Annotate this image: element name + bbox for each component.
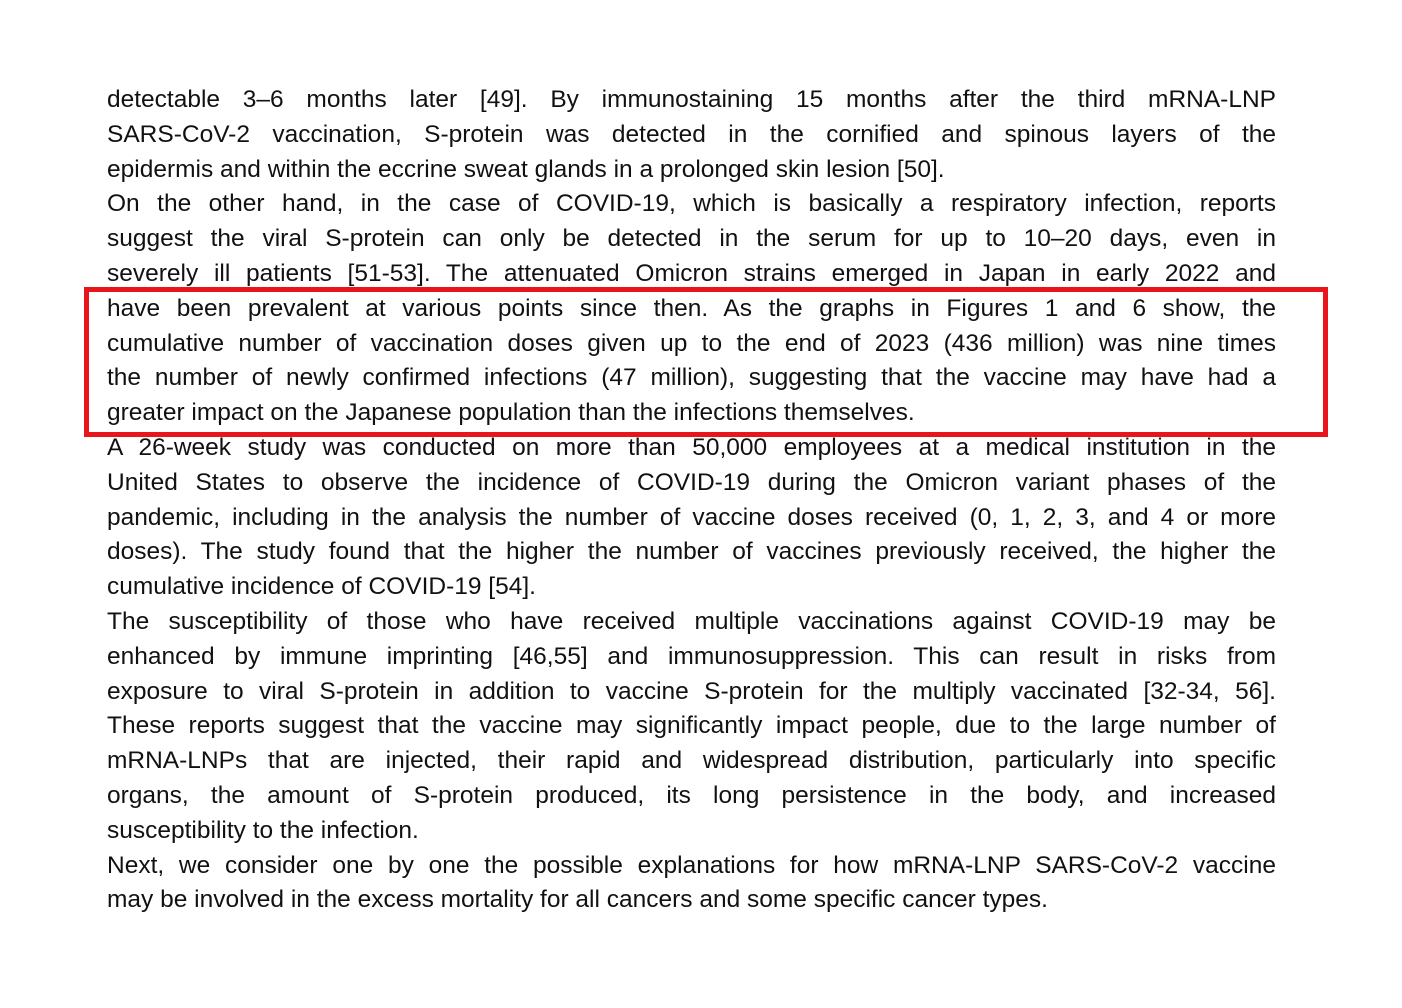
highlighted-text-line: greater impact on the Japanese population than the infections themselves.	[107, 399, 915, 427]
text-line: These reports suggest that the vaccine may significantly impact people, due to the large number of	[107, 712, 1276, 740]
text-line: severely ill patients [51-53]. The attenuated Omicron strains emerged in Japan in early 2022 and	[107, 259, 1276, 287]
text-line: organs, the amount of S-protein produced, its long persistence in the body, and increased	[107, 781, 1276, 809]
text-line: Next, we consider one by one the possible explanations for how mRNA-LNP SARS-CoV-2 vaccine	[107, 851, 1276, 879]
body-text	[107, 83, 1276, 918]
paragraph-3	[107, 431, 1276, 605]
text-line: doses). The study found that the higher the number of vaccines previously received, the higher the	[107, 538, 1276, 566]
paragraph-2	[107, 187, 1276, 431]
text-line: cumulative incidence of COVID-19 [54].	[107, 573, 536, 601]
highlighted-text-line: the number of newly confirmed infections (47 million), suggesting that the vaccine may have had a	[107, 364, 1276, 392]
text-line: exposure to viral S-protein in addition to vaccine S-protein for the multiply vaccinated [32-34, 56].	[107, 677, 1276, 705]
paragraph-4	[107, 605, 1276, 849]
text-line: detectable 3–6 months later [49]. By immunostaining 15 months after the third mRNA-LNP	[107, 86, 1276, 113]
text-line: may be involved in the excess mortality for all cancers and some specific cancer types.	[107, 886, 1048, 914]
text-line: SARS-CoV-2 vaccination, S-protein was detected in the cornified and spinous layers of the	[107, 120, 1276, 148]
text-line: enhanced by immune imprinting [46,55] and immunosuppression. This can result in risks from	[107, 642, 1276, 670]
highlighted-text-line: have been prevalent at various points since then. As the graphs in Figures 1 and 6 show, the	[107, 294, 1276, 322]
text-line: A 26-week study was conducted on more than 50,000 employees at a medical institution in the	[107, 433, 1276, 461]
text-line: mRNA-LNPs that are injected, their rapid and widespread distribution, particularly into specific	[107, 747, 1276, 775]
text-line: United States to observe the incidence of COVID-19 during the Omicron variant phases of the	[107, 468, 1276, 496]
text-line: On the other hand, in the case of COVID-19, which is basically a respiratory infection, reports	[107, 190, 1276, 218]
text-line: suggest the viral S-protein can only be detected in the serum for up to 10–20 days, even in	[107, 225, 1276, 253]
paragraph-5	[107, 849, 1276, 919]
text-line: epidermis and within the eccrine sweat glands in a prolonged skin lesion [50].	[107, 155, 945, 183]
highlighted-text-line: cumulative number of vaccination doses given up to the end of 2023 (436 million) was nine times	[107, 329, 1276, 357]
text-line: pandemic, including in the analysis the number of vaccine doses received (0, 1, 2, 3, and 4 or more	[107, 503, 1276, 531]
text-line: The susceptibility of those who have received multiple vaccinations against COVID-19 may be	[107, 607, 1276, 635]
text-line: susceptibility to the infection.	[107, 816, 419, 844]
paragraph-1	[107, 83, 1276, 187]
